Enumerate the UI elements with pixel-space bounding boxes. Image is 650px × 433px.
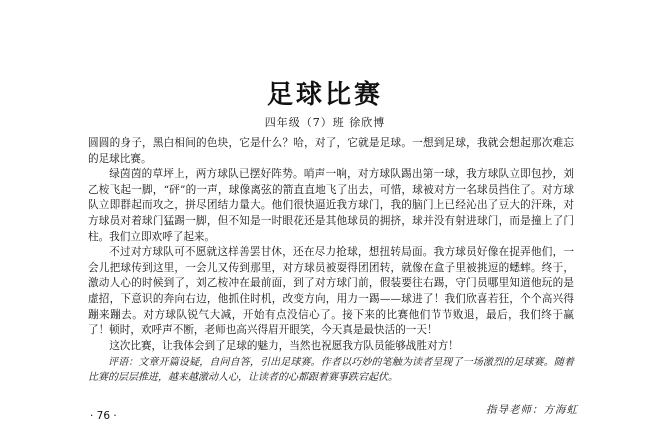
paragraph-4: 这次比赛，让我体会到了足球的魅力，当然也祝愿我方队员能够战胜对方！	[109, 339, 459, 352]
article-body	[88, 136, 574, 354]
teacher-comment: 评语：文章开篇设疑，自问自答，引出足球赛。作者以巧妙的笔触为读者呈现了一场激烈的足球赛。随着比赛的层层推进，越来越激动人心，让读者的心都跟着赛事跌宕起伏。	[88, 357, 574, 383]
author-byline: 四年级（7）班 徐欣博	[264, 116, 386, 129]
paragraph-2: 绿茵茵的草坪上，两方球队已摆好阵势。哨声一响，对方球队踢出第一球，我方球队立即包抄，刘乙桉飞起一脚，“砰”的一声，球像离弦的箭直直地飞了出去，可惜，球被对方一名球员挡住了。对方球队立即群起而攻之，拼尽团结力量大。他们很快逼近我方球门，我的脑门上已经沁出了豆大的汗珠，对方球员对着球门猛踢一脚，但不知是一时眼花还是其他球员的拥挤，球并没有射进球门，而是撞上了门柱。我们立即欢呼了起来。	[88, 168, 574, 243]
paragraph-3: 不过对方球队可不愿就这样善罢甘休，还在尽力抢球，想扭转局面。我方球员好像在捉弄他们，一会儿把球传到这里，一会儿又传到那里，对方球员被耍得团团转，就像在盒子里被挑逗的蟋蟀。终于，激动人心的时候到了，刘乙桉冲在最前面，到了对方球门前，假装要往右踢，守门员哪里知道他玩的是虚招，下意识的奔向右边，他抓住时机，改变方向，用力一踢——球进了！我们欣喜若狂，个个高兴得蹦来蹦去。对方球队锐气大减，开始有点没信心了。接下来的比赛他们节节败退，最后，我们终于赢了！顿时，欢呼声不断，老师也高兴得眉开眼笑，今天真是最快活的一天！	[88, 246, 574, 337]
article-title: 足球比赛	[266, 80, 383, 110]
advisor-credit: 指导老师：方海虹	[486, 404, 578, 416]
paragraph-1: 圆圆的身子，黑白相间的色块，它是什么？哈，对了，它就是足球。一想到足球，我就会想起那次难忘的足球比赛。	[88, 137, 574, 165]
page-number: · 76 ·	[90, 410, 117, 422]
